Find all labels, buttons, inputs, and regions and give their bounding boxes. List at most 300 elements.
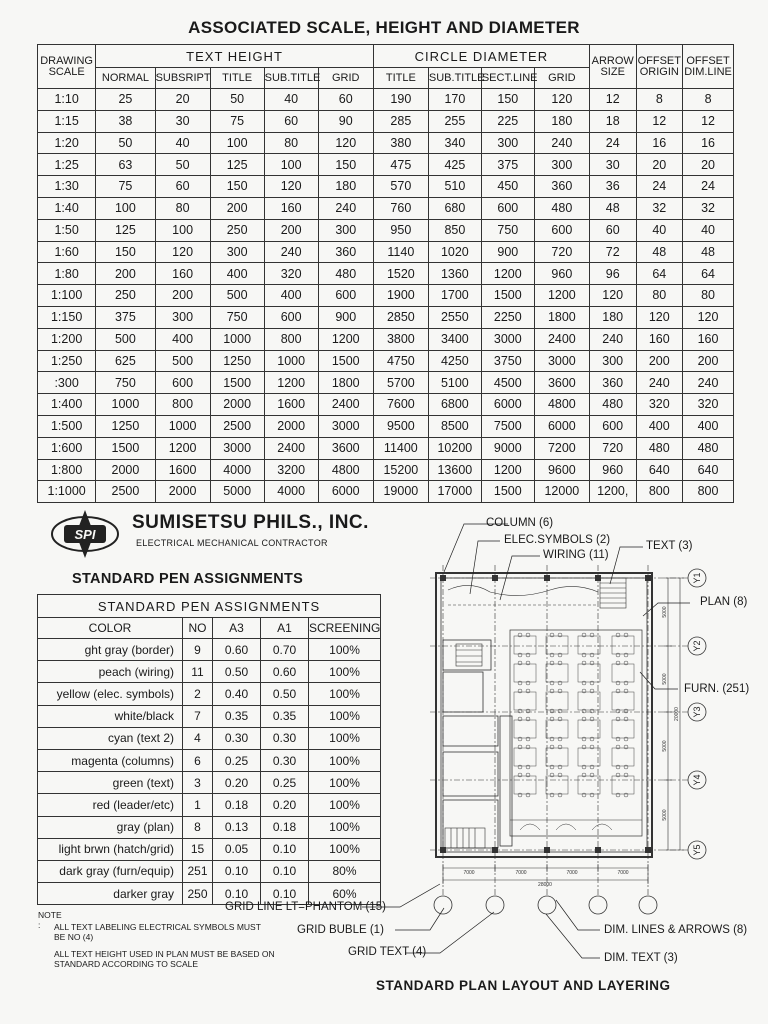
value-cell: 900 (318, 306, 373, 328)
offset-origin-header: OFFSET ORIGIN (636, 45, 683, 89)
value-cell: 850 (428, 219, 481, 241)
value-cell: 6000 (534, 415, 589, 437)
value-cell: 1200 (481, 263, 534, 285)
grid-text: Y2 (692, 640, 702, 652)
value-cell: 750 (96, 372, 155, 394)
pen-no-cell: 7 (183, 705, 213, 727)
value-cell: 800 (155, 394, 210, 416)
value-cell: 100 (210, 132, 264, 154)
note-label: NOTE : (38, 910, 62, 930)
value-cell: 600 (589, 415, 636, 437)
pen-no-cell: 2 (183, 683, 213, 705)
value-cell: 480 (683, 437, 734, 459)
value-cell: 36 (589, 176, 636, 198)
drawing-scale-cell: 1:10 (38, 89, 96, 111)
value-cell: 25 (96, 89, 155, 111)
value-cell: 800 (264, 328, 318, 350)
offset-dim-line-header: OFFSET DIM.LINE (683, 45, 734, 89)
plan-furniture (514, 633, 634, 797)
value-cell: 40 (264, 89, 318, 111)
company-subtitle: ELECTRICAL MECHANICAL CONTRACTOR (136, 538, 328, 548)
value-cell: 1200 (264, 372, 318, 394)
text-sub-header: SUB.TITLE (264, 68, 318, 89)
value-cell: 1200 (534, 285, 589, 307)
value-cell: 30 (589, 154, 636, 176)
value-cell: 1200 (155, 437, 210, 459)
value-cell: 80 (683, 285, 734, 307)
value-cell: 750 (210, 306, 264, 328)
value-cell: 640 (636, 459, 683, 481)
pen-no-cell: 15 (183, 838, 213, 860)
svg-text:SPI: SPI (74, 527, 96, 542)
text-sub-header: NORMAL (96, 68, 155, 89)
value-cell: 600 (264, 306, 318, 328)
pen-a3-cell: 0.18 (213, 794, 261, 816)
value-cell: 200 (210, 197, 264, 219)
value-cell: 300 (210, 241, 264, 263)
value-cell: 2000 (155, 481, 210, 503)
value-cell: 360 (534, 176, 589, 198)
pen-screening-cell: 100% (309, 639, 381, 661)
value-cell: 1520 (373, 263, 428, 285)
pen-header-a1: A1 (261, 618, 309, 639)
value-cell: 4000 (210, 459, 264, 481)
grid-text: Y3 (692, 706, 702, 718)
value-cell: 4750 (373, 350, 428, 372)
value-cell: 3000 (210, 437, 264, 459)
value-cell: 1500 (481, 285, 534, 307)
text-sub-header: SUBSRIPT (155, 68, 210, 89)
note-line: ALL TEXT HEIGHT USED IN PLAN MUST BE BASED ON STANDARD ACCORDING TO SCALE (54, 949, 275, 969)
dim-text: 7000 (617, 870, 629, 876)
company-name: SUMISETSU PHILS., INC. (132, 512, 369, 533)
pen-color-cell: peach (wiring) (38, 661, 183, 683)
value-cell: 180 (534, 110, 589, 132)
pen-no-cell: 4 (183, 727, 213, 749)
value-cell: 80 (636, 285, 683, 307)
circle-diameter-header: CIRCLE DIAMETER (373, 45, 589, 68)
value-cell: 160 (636, 328, 683, 350)
value-cell: 16 (683, 132, 734, 154)
value-cell: 13600 (428, 459, 481, 481)
value-cell: 320 (683, 394, 734, 416)
value-cell: 1500 (318, 350, 373, 372)
value-cell: 2000 (210, 394, 264, 416)
value-cell: 64 (683, 263, 734, 285)
dim-total-text: 28000 (538, 882, 552, 888)
callout-wiring: WIRING (11) (543, 549, 609, 561)
pen-color-cell: green (text) (38, 772, 183, 794)
value-cell: 1000 (96, 394, 155, 416)
callout-dim-text: DIM. TEXT (3) (604, 952, 678, 964)
value-cell: 800 (636, 481, 683, 503)
value-cell: 1200 (481, 459, 534, 481)
text-height-header: TEXT HEIGHT (96, 45, 374, 68)
pen-screening-cell: 100% (309, 749, 381, 771)
value-cell: 100 (264, 154, 318, 176)
pen-screening-cell: 100% (309, 794, 381, 816)
value-cell: 24 (589, 132, 636, 154)
pen-no-cell: 250 (183, 883, 213, 905)
value-cell: 150 (210, 176, 264, 198)
value-cell: 75 (96, 176, 155, 198)
value-cell: 7600 (373, 394, 428, 416)
value-cell: 80 (264, 132, 318, 154)
pen-no-cell: 3 (183, 772, 213, 794)
pen-a3-cell: 0.25 (213, 749, 261, 771)
value-cell: 300 (589, 350, 636, 372)
value-cell: 150 (318, 154, 373, 176)
value-cell: 12 (636, 110, 683, 132)
pen-color-cell: magenta (columns) (38, 749, 183, 771)
value-cell: 720 (534, 241, 589, 263)
value-cell: 17000 (428, 481, 481, 503)
value-cell: 3000 (534, 350, 589, 372)
pen-assignments-heading: STANDARD PEN ASSIGNMENTS (72, 571, 304, 587)
value-cell: 400 (264, 285, 318, 307)
value-cell: 12 (683, 110, 734, 132)
value-cell: 32 (683, 197, 734, 219)
value-cell: 285 (373, 110, 428, 132)
value-cell: 4250 (428, 350, 481, 372)
value-cell: 500 (96, 328, 155, 350)
value-cell: 3000 (481, 328, 534, 350)
value-cell: 570 (373, 176, 428, 198)
value-cell: 12 (589, 89, 636, 111)
value-cell: 500 (210, 285, 264, 307)
callout-grid-line: GRID LINE LT=PHANTOM (15) (225, 901, 386, 913)
pen-screening-cell: 100% (309, 772, 381, 794)
value-cell: 1900 (373, 285, 428, 307)
pen-a3-cell: 0.10 (213, 883, 261, 905)
dim-text: 5000 (662, 740, 668, 752)
pen-a1-cell: 0.30 (261, 749, 309, 771)
callout-furn: FURN. (251) (684, 683, 750, 695)
pen-color-cell: light brwn (hatch/grid) (38, 838, 183, 860)
value-cell: 480 (589, 394, 636, 416)
value-cell: 120 (155, 241, 210, 263)
pen-screening-cell: 60% (309, 883, 381, 905)
value-cell: 3000 (318, 415, 373, 437)
leader-lines (362, 524, 693, 958)
value-cell: 1700 (428, 285, 481, 307)
pen-color-cell: white/black (38, 705, 183, 727)
drawing-scale-cell: 1:80 (38, 263, 96, 285)
value-cell: 500 (155, 350, 210, 372)
value-cell: 24 (636, 176, 683, 198)
value-cell: 200 (155, 285, 210, 307)
pen-a1-cell: 0.25 (261, 772, 309, 794)
value-cell: 1600 (155, 459, 210, 481)
value-cell: 225 (481, 110, 534, 132)
text-sub-header: GRID (318, 68, 373, 89)
value-cell: 50 (96, 132, 155, 154)
pen-header-color: COLOR (38, 618, 183, 639)
value-cell: 120 (636, 306, 683, 328)
drawing-scale-cell: 1:20 (38, 132, 96, 154)
value-cell: 150 (96, 241, 155, 263)
value-cell: 625 (96, 350, 155, 372)
value-cell: 600 (155, 372, 210, 394)
value-cell: 4800 (534, 394, 589, 416)
value-cell: 380 (373, 132, 428, 154)
value-cell: 960 (589, 459, 636, 481)
value-cell: 1500 (481, 481, 534, 503)
value-cell: 1800 (318, 372, 373, 394)
value-cell: 950 (373, 219, 428, 241)
circle-sub-header: GRID (534, 68, 589, 89)
value-cell: 8 (683, 89, 734, 111)
pen-a3-cell: 0.20 (213, 772, 261, 794)
callout-grid-buble: GRID BUBLE (1) (297, 924, 384, 936)
value-cell: 30 (155, 110, 210, 132)
grid-text: Y1 (692, 572, 702, 584)
pen-color-cell: gray (plan) (38, 816, 183, 838)
value-cell: 360 (318, 241, 373, 263)
pen-a1-cell: 0.20 (261, 794, 309, 816)
value-cell: 3600 (534, 372, 589, 394)
drawing-scale-cell: 1:800 (38, 459, 96, 481)
value-cell: 340 (428, 132, 481, 154)
pen-color-cell: dark gray (furn/equip) (38, 860, 183, 882)
pen-color-cell: red (leader/etc) (38, 794, 183, 816)
drawing-scale-cell: 1:1000 (38, 481, 96, 503)
value-cell: 720 (589, 437, 636, 459)
value-cell: 75 (210, 110, 264, 132)
value-cell: 400 (636, 415, 683, 437)
value-cell: 9600 (534, 459, 589, 481)
value-cell: 7500 (481, 415, 534, 437)
callout-text: TEXT (3) (646, 540, 693, 552)
drawing-scale-cell: 1:25 (38, 154, 96, 176)
dim-text: 7000 (463, 870, 475, 876)
value-cell: 300 (534, 154, 589, 176)
value-cell: 3400 (428, 328, 481, 350)
value-cell: 480 (636, 437, 683, 459)
value-cell: 1360 (428, 263, 481, 285)
value-cell: 600 (481, 197, 534, 219)
plan-inner-wall (441, 578, 647, 852)
pen-no-cell: 8 (183, 816, 213, 838)
circle-sub-header: TITLE (373, 68, 428, 89)
value-cell: 240 (683, 372, 734, 394)
pen-no-cell: 9 (183, 639, 213, 661)
grid-text: Y4 (692, 774, 702, 786)
value-cell: 320 (264, 263, 318, 285)
value-cell: 400 (683, 415, 734, 437)
value-cell: 180 (318, 176, 373, 198)
value-cell: 1500 (96, 437, 155, 459)
value-cell: 120 (318, 132, 373, 154)
drawing-scale-cell: 1:30 (38, 176, 96, 198)
pen-a3-cell: 0.10 (213, 860, 261, 882)
note-line: ALL TEXT LABELING ELECTRICAL SYMBOLS MUST BE NO (4) (54, 922, 261, 942)
value-cell: 150 (481, 89, 534, 111)
value-cell: 900 (481, 241, 534, 263)
value-cell: 200 (683, 350, 734, 372)
pen-screening-cell: 100% (309, 683, 381, 705)
grid-text: Y5 (692, 844, 702, 856)
value-cell: 60 (264, 110, 318, 132)
drawing-scale-cell: 1:150 (38, 306, 96, 328)
page-title: ASSOCIATED SCALE, HEIGHT AND DIAMETER (188, 18, 580, 37)
value-cell: 20 (155, 89, 210, 111)
plan-stairs (445, 578, 626, 848)
value-cell: 120 (264, 176, 318, 198)
value-cell: 5700 (373, 372, 428, 394)
callout-column: COLUMN (6) (486, 517, 554, 529)
pen-a1-cell: 0.35 (261, 705, 309, 727)
grid-bubble (589, 896, 607, 914)
value-cell: 2000 (264, 415, 318, 437)
circle-sub-header: SECT.LINE (481, 68, 534, 89)
value-cell: 3800 (373, 328, 428, 350)
value-cell: 60 (589, 219, 636, 241)
pen-table-caption: STANDARD PEN ASSIGNMENTS (38, 595, 381, 618)
pen-a1-cell: 0.18 (261, 816, 309, 838)
value-cell: 240 (264, 241, 318, 263)
value-cell: 2500 (96, 481, 155, 503)
drawing-scale-cell: 1:100 (38, 285, 96, 307)
pen-a3-cell: 0.05 (213, 838, 261, 860)
value-cell: 32 (636, 197, 683, 219)
value-cell: 180 (589, 306, 636, 328)
value-cell: 1250 (210, 350, 264, 372)
value-cell: 160 (155, 263, 210, 285)
value-cell: 6000 (318, 481, 373, 503)
value-cell: 375 (96, 306, 155, 328)
dim-text: 5000 (662, 809, 668, 821)
value-cell: 300 (155, 306, 210, 328)
pen-a1-cell: 0.10 (261, 838, 309, 860)
value-cell: 48 (683, 241, 734, 263)
value-cell: 600 (318, 285, 373, 307)
value-cell: 2550 (428, 306, 481, 328)
value-cell: 40 (155, 132, 210, 154)
pen-header-no: NO (183, 618, 213, 639)
dim-text: 7000 (566, 870, 578, 876)
callout-dim-lines: DIM. LINES & ARROWS (8) (604, 924, 748, 936)
value-cell: 120 (589, 285, 636, 307)
value-cell: 1140 (373, 241, 428, 263)
pen-color-cell: yellow (elec. symbols) (38, 683, 183, 705)
pen-a1-cell: 0.70 (261, 639, 309, 661)
drawing-scale-cell: :300 (38, 372, 96, 394)
pen-a1-cell: 0.50 (261, 683, 309, 705)
value-cell: 16 (636, 132, 683, 154)
value-cell: 255 (428, 110, 481, 132)
pen-color-cell: ght gray (border) (38, 639, 183, 661)
drawing-scale-cell: 1:600 (38, 437, 96, 459)
pen-a1-cell: 0.30 (261, 727, 309, 749)
value-cell: 170 (428, 89, 481, 111)
value-cell: 2400 (264, 437, 318, 459)
value-cell: 240 (636, 372, 683, 394)
value-cell: 80 (155, 197, 210, 219)
value-cell: 20 (636, 154, 683, 176)
pen-a1-cell: 0.60 (261, 661, 309, 683)
value-cell: 10200 (428, 437, 481, 459)
pen-a3-cell: 0.50 (213, 661, 261, 683)
value-cell: 2400 (534, 328, 589, 350)
value-cell: 190 (373, 89, 428, 111)
value-cell: 160 (264, 197, 318, 219)
value-cell: 250 (210, 219, 264, 241)
value-cell: 7200 (534, 437, 589, 459)
pen-screening-cell: 100% (309, 661, 381, 683)
callout-plan: PLAN (8) (700, 596, 748, 608)
text-sub-header: TITLE (210, 68, 264, 89)
drawing-scale-cell: 1:250 (38, 350, 96, 372)
value-cell: 18 (589, 110, 636, 132)
pen-a1-cell: 0.10 (261, 860, 309, 882)
value-cell: 1000 (264, 350, 318, 372)
value-cell: 600 (534, 219, 589, 241)
value-cell: 400 (210, 263, 264, 285)
value-cell: 680 (428, 197, 481, 219)
value-cell: 2000 (96, 459, 155, 481)
value-cell: 240 (589, 328, 636, 350)
plan-columns (440, 575, 651, 853)
value-cell: 11400 (373, 437, 428, 459)
grid-bubble (434, 896, 452, 914)
value-cell: 375 (481, 154, 534, 176)
value-cell: 1800 (534, 306, 589, 328)
value-cell: 960 (534, 263, 589, 285)
value-cell: 400 (155, 328, 210, 350)
value-cell: 750 (481, 219, 534, 241)
value-cell: 120 (534, 89, 589, 111)
dim-text: 7000 (515, 870, 527, 876)
value-cell: 6800 (428, 394, 481, 416)
pen-color-cell: cyan (text 2) (38, 727, 183, 749)
value-cell: 160 (683, 328, 734, 350)
value-cell: 320 (636, 394, 683, 416)
arrow-size-header: ARROW SIZE (589, 45, 636, 89)
value-cell: 60 (155, 176, 210, 198)
value-cell: 1020 (428, 241, 481, 263)
pen-a3-cell: 0.35 (213, 705, 261, 727)
value-cell: 5100 (428, 372, 481, 394)
pen-no-cell: 1 (183, 794, 213, 816)
drawing-scale-cell: 1:400 (38, 394, 96, 416)
value-cell: 50 (155, 154, 210, 176)
value-cell: 48 (589, 197, 636, 219)
value-cell: 2500 (210, 415, 264, 437)
grid-bubble (538, 896, 556, 914)
dim-text: 5000 (662, 606, 668, 618)
value-cell: 250 (96, 285, 155, 307)
value-cell: 480 (318, 263, 373, 285)
value-cell: 19000 (373, 481, 428, 503)
grid-bubble (486, 896, 504, 914)
value-cell: 2250 (481, 306, 534, 328)
value-cell: 200 (264, 219, 318, 241)
value-cell: 240 (318, 197, 373, 219)
value-cell: 6000 (481, 394, 534, 416)
value-cell: 8 (636, 89, 683, 111)
plan-layout-title: STANDARD PLAN LAYOUT AND LAYERING (376, 978, 671, 993)
pen-screening-cell: 100% (309, 727, 381, 749)
value-cell: 64 (636, 263, 683, 285)
pen-color-cell: darker gray (38, 883, 183, 905)
plan-outer-wall (436, 573, 652, 857)
pen-a3-cell: 0.30 (213, 727, 261, 749)
grid-lines (430, 565, 695, 895)
value-cell: 2850 (373, 306, 428, 328)
value-cell: 200 (96, 263, 155, 285)
value-cell: 63 (96, 154, 155, 176)
